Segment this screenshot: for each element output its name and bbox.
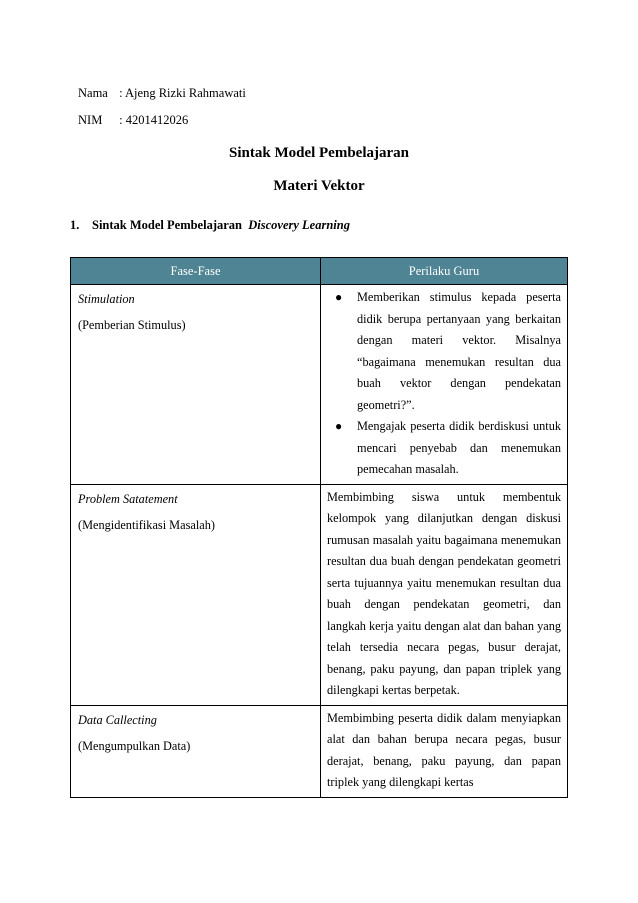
behavior-cell <box>321 705 568 797</box>
behavior-text: Membimbing peserta didik dalam menyiapkan alat dan bahan berupa necara pegas, busur derajat, benang, paku payung, dan papan triplek yang dilengkapi kertas <box>327 710 561 789</box>
nim-value: : 4201412026 <box>119 113 189 127</box>
phase-cell <box>71 484 321 705</box>
table-header-row <box>71 258 568 285</box>
name-label: Nama <box>78 86 108 100</box>
section-emphasis: Discovery Learning <box>248 218 350 232</box>
nim-label: NIM <box>78 113 103 127</box>
nim-row <box>78 113 188 128</box>
phase-cell <box>71 705 321 797</box>
phase-name: Problem Satatement <box>78 491 178 506</box>
table-row <box>71 285 568 485</box>
bullet-text: Mengajak peserta didik berdiskusi untuk mencari penyebab dan menemukan pemecahan masalah. <box>357 419 561 476</box>
syntax-table <box>70 257 568 798</box>
bullet-list <box>321 287 561 481</box>
section-number: 1. <box>70 218 80 232</box>
behavior-cell <box>321 285 568 485</box>
phase-subtitle: (Pemberian Stimulus) <box>78 318 186 332</box>
section-heading <box>70 218 350 233</box>
behavior-cell <box>321 484 568 705</box>
name-row <box>78 86 246 101</box>
behavior-text: Membimbing siswa untuk membentuk kelompok yang dilanjutkan dengan diskusi rumusan masalah yaitu bagaimana menemukan resultan dua buah dengan pendekatan geometri serta tujuannya yaitu menemukan resultan dua buah dengan pendekatan geometri, dan langkah kerja yaitu dengan alat dan bahan yang telah tersedia necara pegas, busur derajat, benang, paku payung, dan papan triplek yang dilengkapi kertas berpetak. <box>327 489 561 697</box>
document-subtitle: Materi Vektor <box>273 178 365 194</box>
phase-name: Data Callecting <box>78 712 157 727</box>
phase-cell <box>71 285 321 485</box>
table-row <box>71 484 568 705</box>
section-text: Sintak Model Pembelajaran <box>92 218 242 232</box>
document-title: Sintak Model Pembelajaran <box>229 145 409 161</box>
phase-subtitle: (Mengumpulkan Data) <box>78 738 191 753</box>
name-value: : Ajeng Rizki Rahmawati <box>119 86 246 100</box>
phase-subtitle: (Mengidentifikasi Masalah) <box>78 517 215 532</box>
table-row <box>71 705 568 797</box>
header-teacher-behavior: Perilaku Guru <box>321 258 568 285</box>
list-item <box>331 416 561 481</box>
phase-name: Stimulation <box>78 292 135 306</box>
list-item <box>331 287 561 416</box>
bullet-icon: ● <box>335 419 343 433</box>
header-phases: Fase-Fase <box>71 258 321 285</box>
bullet-text: Memberikan stimulus kepada peserta didik berupa pertanyaan yang berkaitan dengan materi vektor. Misalnya “bagaimana menemukan resultan dua buah vektor dengan pendekatan geometri?”. <box>357 290 561 412</box>
bullet-icon: ● <box>335 290 343 304</box>
